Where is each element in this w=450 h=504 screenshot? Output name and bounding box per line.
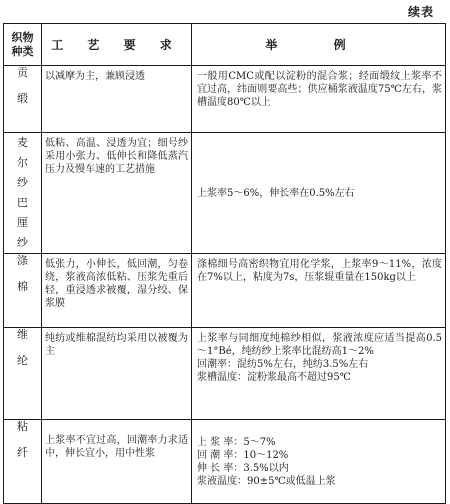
category-cell: 粘 纤 (4, 420, 42, 504)
category-cell: 维 纶 (4, 328, 42, 420)
requirement-cell: 低粘、高温、浸透为宜；细号纱采用小张力、低伸长和降低蒸汽压力及慢车速的工艺措施 (42, 133, 192, 254)
example-cell: 上浆率与同细度纯棉纱相似，浆液浓度应适当提高0.5～1°Bé，纯纺纱上浆率比混纺高1～2% 回潮率：混纺5%左右，纯纺3.5%左右 浆槽温度：淀粉浆最高不超过95℃ (192, 328, 446, 420)
table-caption: 续表 (407, 5, 434, 19)
example-cell: 涤棉细号高密织物宜用化学浆，上浆率9～11%，浓度在7%以上，粘度为7s，压浆辊重量在150kg以上 (192, 254, 446, 328)
category-cell: 麦尔纱巴厘纱 (4, 133, 42, 254)
example-cell: 一般用CMC或配以淀粉的混合浆；经面缎纹上浆率不宜过高，纬面则要高些；供应桶浆液温度75℃左右，浆槽温度80℃以上 (192, 66, 446, 133)
requirement-cell: 纯纺或维棉混纺均采用以被覆为主 (42, 328, 192, 420)
table-row (4, 254, 446, 328)
category-cell: 涤 棉 (4, 254, 42, 328)
header-requirement: 工 艺 要 求 (42, 24, 192, 66)
requirement-cell: 低张力，小伸长，低回潮，匀卷绕，浆液高浓低粘、压浆先重后轻，重浸透求被覆，湿分绞、保浆膜 (42, 254, 192, 328)
process-table (3, 23, 446, 504)
header-category: 织物 种类 (4, 24, 42, 66)
example-cell: 上 浆 率：5～7% 回 潮 率：10～12% 伸 长 率：3.5%以内 浆液温度：90±5℃或低温上浆 (192, 420, 446, 504)
table-row (4, 66, 446, 133)
header-example: 举 例 (192, 24, 446, 66)
requirement-cell: 以减摩为主，兼顾浸透 (42, 66, 192, 133)
table-row (4, 420, 446, 504)
example-cell: 上浆率5～6%，伸长率在0.5%左右 (192, 133, 446, 254)
header-row (4, 24, 446, 66)
table-row (4, 133, 446, 254)
requirement-cell: 上浆率不宜过高，回潮率力求适中，伸长宜小，用中性浆 (42, 420, 192, 504)
table-row (4, 328, 446, 420)
category-cell: 贡 缎 (4, 66, 42, 133)
